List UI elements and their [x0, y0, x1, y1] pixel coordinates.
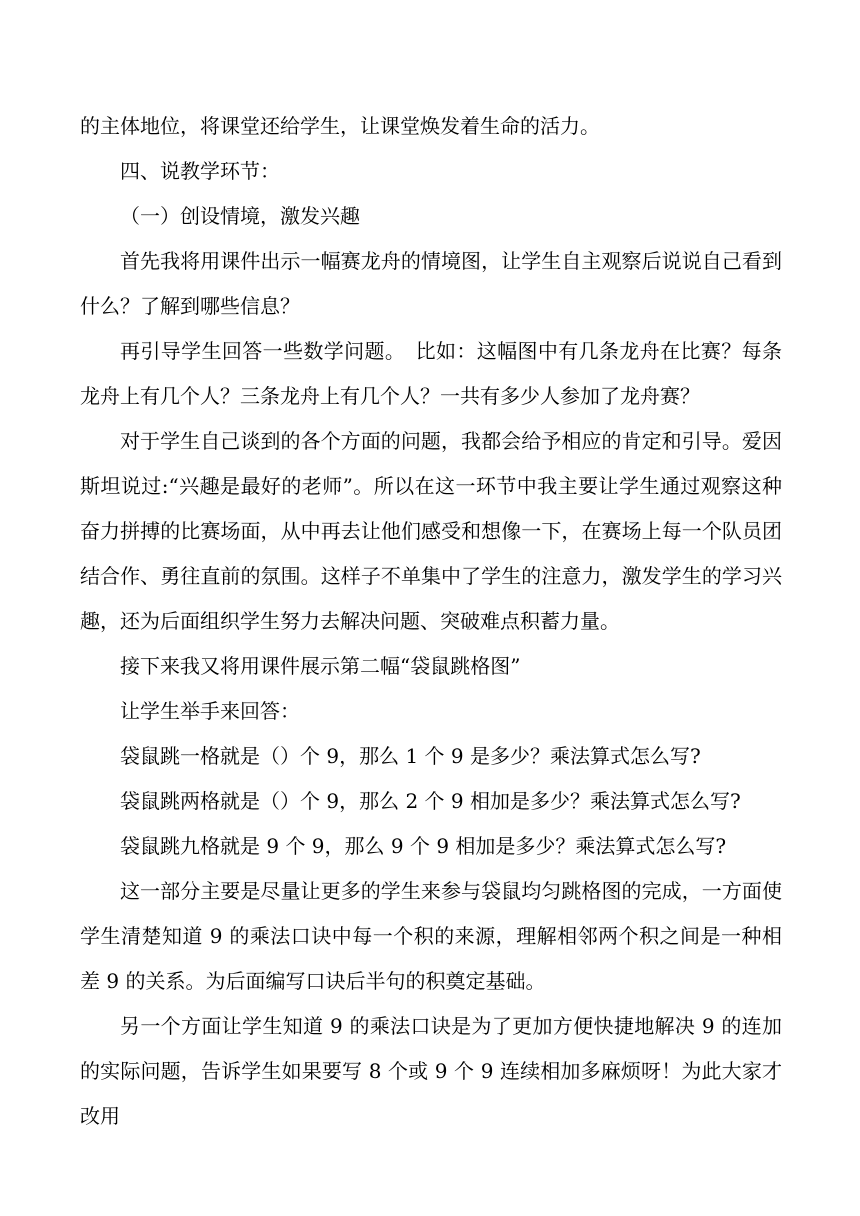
- paragraph-purpose-explanation: 这一部分主要是尽量让更多的学生来参与袋鼠均匀跳格图的完成，一方面使学生清楚知道 9 的乘法口诀中每一个积的来源，理解相邻两个积之间是一种相差 9 的关系。为后面编写口诀后半句的积奠定基础。: [80, 879, 782, 993]
- paragraph-math-questions: 再引导学生回答一些数学问题。 比如：这幅图中有几条龙舟在比赛？每条龙舟上有几个人？三条龙舟上有几个人？一共有多少人参加了龙舟赛？: [80, 339, 782, 408]
- paragraph-raise-hands: 让学生举手来回答：: [120, 699, 300, 723]
- subsection-heading-create-situation: （一）创设情境，激发兴趣: [120, 204, 360, 228]
- paragraph-dragon-boat-image: 首先我将用课件出示一幅赛龙舟的情境图，让学生自主观察后说说自己看到什么？了解到哪些信息？: [80, 249, 782, 318]
- section-heading-teaching-steps: 四、说教学环节：: [120, 159, 280, 183]
- paragraph-other-aspect: 另一个方面让学生知道 9 的乘法口诀是为了更加方便快捷地解决 9 的连加的实际问题，告诉学生如果要写 8 个或 9 个 9 连续相加多麻烦呀！为此大家才改用: [80, 1014, 782, 1128]
- paragraph-continuation: 的主体地位，将课堂还给学生，让课堂焕发着生命的活力。: [80, 114, 600, 138]
- paragraph-kangaroo-image: 接下来我又将用课件展示第二幅“袋鼠跳格图”: [120, 654, 521, 678]
- question-two-jumps: 袋鼠跳两格就是（）个 9，那么 2 个 9 相加是多少？乘法算式怎么写?: [120, 789, 741, 813]
- question-nine-jumps: 袋鼠跳九格就是 9 个 9，那么 9 个 9 相加是多少？乘法算式怎么写?: [120, 834, 727, 858]
- question-one-jump: 袋鼠跳一格就是（）个 9，那么 1 个 9 是多少？乘法算式怎么写?: [120, 744, 701, 768]
- paragraph-interest-motivation: 对于学生自己谈到的各个方面的问题，我都会给予相应的肯定和引导。爱因斯坦说过:“兴趣是最好的老师”。所以在这一环节中我主要让学生通过观察这种奋力拼搏的比赛场面，从中再去让他们感受和想像一下，在赛场上每一个队员团结合作、勇往直前的氛围。这样子不单集中了学生的注意力，激发学生的学习兴趣，还为后面组织学生努力去解决问题、突破难点积蓄力量。: [80, 429, 782, 633]
